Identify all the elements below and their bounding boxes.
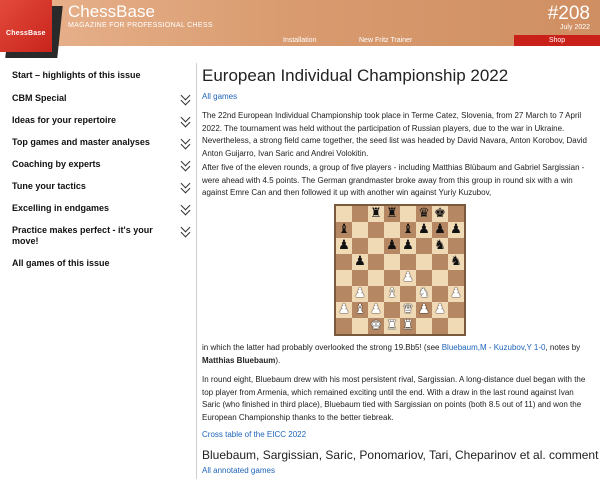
board-square — [400, 238, 416, 254]
magazine-header — [0, 0, 600, 46]
white-pawn-icon: ♟ — [402, 270, 414, 285]
white-pawn-icon: ♟ — [450, 286, 462, 301]
board-square — [352, 286, 368, 302]
board-square — [352, 222, 368, 238]
board-square — [368, 238, 384, 254]
board-square — [336, 222, 352, 238]
black-bishop-icon: ♝ — [402, 222, 414, 237]
black-rook-icon: ♜ — [386, 206, 398, 221]
logo-text: ChessBase — [6, 30, 46, 37]
board-square — [416, 254, 432, 270]
white-pawn-icon: ♟ — [354, 286, 366, 301]
sidebar-item-label: CBM Special — [12, 93, 67, 103]
cross-table-link[interactable]: Cross table of the EICC 2022 — [202, 430, 307, 439]
game-paragraph — [202, 342, 590, 367]
all-annotated-games-link[interactable]: All annotated games — [202, 466, 275, 475]
sidebar-item-label: Tune your tactics — [12, 181, 86, 191]
chevron-down-icon[interactable] — [181, 137, 192, 151]
sidebar-item-repertoire[interactable] — [12, 115, 192, 126]
top-nav — [60, 35, 600, 46]
board-square — [400, 302, 416, 318]
round-paragraph: After five of the eleven rounds, a group of five players - including Matthias Blübaum and Gabriel Sargissian - were ahead with 4.5 points. The German grandmaster broke away from this group in round six with a win against Emre Can and then followed it up with another win against Yuriy Kuzubov, — [202, 163, 585, 197]
black-pawn-icon: ♟ — [386, 238, 398, 253]
white-king-icon: ♚ — [370, 318, 382, 333]
white-rook-icon: ♜ — [386, 318, 398, 333]
board-square — [416, 206, 432, 222]
white-pawn-icon: ♟ — [418, 302, 430, 317]
black-king-icon: ♚ — [434, 206, 446, 221]
board-square — [448, 222, 464, 238]
game-text-mid: , notes by — [545, 343, 581, 352]
black-queen-icon: ♛ — [418, 206, 430, 221]
final-paragraph: In round eight, Bluebaum drew with his most persistent rival, Sargissian. A long-distance duel began with the top player from Armenia, which remained exciting until the end. With a draw in the last round against Ivan Saric (who finished in third place), Bluebaum tied with Sargissian on points (both 8.5 out of 11) and won the European Championship thanks to the better tiebreak. — [202, 375, 586, 422]
board-square — [336, 270, 352, 286]
board-square — [368, 302, 384, 318]
sidebar-item-label: Top games and master analyses — [12, 137, 150, 147]
white-knight-icon: ♞ — [418, 286, 430, 301]
black-pawn-icon: ♟ — [434, 222, 446, 237]
black-bishop-icon: ♝ — [338, 222, 350, 237]
board-square — [368, 222, 384, 238]
sidebar-item-tactics[interactable] — [12, 181, 192, 192]
nav-installation[interactable]: Installation — [283, 37, 317, 44]
board-square — [432, 222, 448, 238]
game-link[interactable]: Bluebaum,M - Kuzubov,Y 1-0 — [441, 343, 546, 352]
board-square — [368, 286, 384, 302]
board-square — [416, 270, 432, 286]
board-square — [448, 206, 464, 222]
board-square — [384, 206, 400, 222]
game-author: Matthias Bluebaum — [202, 355, 276, 365]
sidebar-item-label: Start – highlights of this issue — [12, 70, 141, 80]
logo-box — [0, 0, 52, 52]
board-square — [352, 238, 368, 254]
board-square — [416, 318, 432, 334]
sidebar-item-endgames[interactable] — [12, 203, 192, 214]
white-bishop-icon: ♝ — [386, 286, 398, 301]
sidebar-item-top-games[interactable] — [12, 137, 192, 148]
board-square — [384, 270, 400, 286]
board-square — [384, 238, 400, 254]
white-rook-icon: ♜ — [402, 318, 414, 333]
nav-shop-button[interactable]: Shop — [514, 35, 600, 46]
board-square — [384, 302, 400, 318]
board-square — [400, 286, 416, 302]
chessbase-logo[interactable] — [0, 0, 58, 60]
white-bishop-icon: ♝ — [354, 302, 366, 317]
white-queen-icon: ♛ — [402, 302, 414, 317]
board-square — [336, 318, 352, 334]
sidebar — [0, 63, 197, 479]
board-square — [384, 286, 400, 302]
board-square — [432, 286, 448, 302]
chevron-down-icon[interactable] — [181, 181, 192, 195]
board-square — [368, 254, 384, 270]
nav-new-fritz-trainer[interactable]: New Fritz Trainer — [359, 37, 413, 44]
chess-board — [336, 206, 464, 334]
board-square — [368, 318, 384, 334]
chevron-down-icon[interactable] — [181, 225, 192, 239]
white-pawn-icon: ♟ — [370, 302, 382, 317]
board-square — [448, 270, 464, 286]
board-square — [448, 302, 464, 318]
board-square — [368, 270, 384, 286]
tagline: MAGAZINE FOR PROFESSIONAL CHESS — [68, 22, 213, 29]
sidebar-item-cbm-special[interactable] — [12, 93, 192, 104]
page-title: European Individual Championship 2022 — [202, 66, 509, 85]
sidebar-item-practice[interactable] — [12, 225, 177, 247]
board-square — [336, 302, 352, 318]
sidebar-item-label: All games of this issue — [12, 258, 110, 268]
white-pawn-icon: ♟ — [434, 302, 446, 317]
board-square — [448, 318, 464, 334]
chess-diagram — [334, 204, 466, 336]
board-square — [400, 270, 416, 286]
white-pawn-icon: ♟ — [338, 302, 350, 317]
board-square — [400, 254, 416, 270]
board-square — [368, 206, 384, 222]
board-square — [352, 254, 368, 270]
game-text-post: ). — [275, 355, 281, 365]
sidebar-item-all-games[interactable] — [12, 258, 192, 269]
board-square — [416, 286, 432, 302]
board-square — [432, 238, 448, 254]
board-square — [432, 270, 448, 286]
black-pawn-icon: ♟ — [402, 238, 414, 253]
board-square — [352, 318, 368, 334]
board-square — [416, 238, 432, 254]
board-square — [384, 254, 400, 270]
board-square — [352, 206, 368, 222]
chevron-down-icon[interactable] — [181, 203, 192, 217]
board-square — [400, 206, 416, 222]
board-square — [432, 254, 448, 270]
issue-date: July 2022 — [560, 24, 590, 31]
black-pawn-icon: ♟ — [450, 222, 462, 237]
board-square — [336, 286, 352, 302]
board-square — [384, 318, 400, 334]
board-square — [352, 270, 368, 286]
black-knight-icon: ♞ — [450, 254, 462, 269]
all-games-link[interactable]: All games — [202, 92, 238, 101]
chevron-down-icon[interactable] — [181, 93, 192, 107]
black-pawn-icon: ♟ — [418, 222, 430, 237]
black-pawn-icon: ♟ — [354, 254, 366, 269]
sidebar-item-coaching[interactable] — [12, 159, 192, 170]
brand-name: ChessBase — [68, 2, 155, 21]
black-pawn-icon: ♟ — [338, 238, 350, 253]
board-square — [448, 286, 464, 302]
board-square — [336, 206, 352, 222]
intro-paragraph: The 22nd European Individual Championship took place in Terme Catez, Slovenia, from 27 March to 7 April 2022. The tournament was held without the participation of Russian players, due to the war in Ukraine. Nevertheless, a strong field came together, the seed list was headed by David Navara, Anton Korobov, David Anton Guijarro, Ivan Saric and Andrei Volokitin. — [202, 111, 587, 158]
black-knight-icon: ♞ — [434, 238, 446, 253]
section-heading: Bluebaum, Sargissian, Saric, Ponomariov, Tari, Cheparinov et al. comment — [202, 448, 599, 462]
board-square — [336, 238, 352, 254]
board-square — [352, 302, 368, 318]
board-square — [384, 222, 400, 238]
sidebar-item-start[interactable] — [12, 70, 192, 81]
board-square — [400, 222, 416, 238]
board-square — [432, 318, 448, 334]
game-text-pre: in which the latter had probably overlooked the strong 19.Bb5! (see — [202, 343, 442, 352]
board-square — [400, 318, 416, 334]
board-square — [432, 206, 448, 222]
board-square — [336, 254, 352, 270]
sidebar-item-label: Practice makes perfect - it's your move! — [12, 225, 153, 246]
chevron-down-icon[interactable] — [181, 115, 192, 129]
board-square — [432, 302, 448, 318]
sidebar-item-label: Excelling in endgames — [12, 203, 110, 213]
black-rook-icon: ♜ — [370, 206, 382, 221]
sidebar-item-label: Coaching by experts — [12, 159, 101, 169]
chevron-down-icon[interactable] — [181, 159, 192, 173]
sidebar-item-label: Ideas for your repertoire — [12, 115, 117, 125]
board-square — [416, 302, 432, 318]
board-square — [448, 254, 464, 270]
issue-number: #208 — [547, 3, 590, 24]
board-square — [416, 222, 432, 238]
board-square — [448, 238, 464, 254]
